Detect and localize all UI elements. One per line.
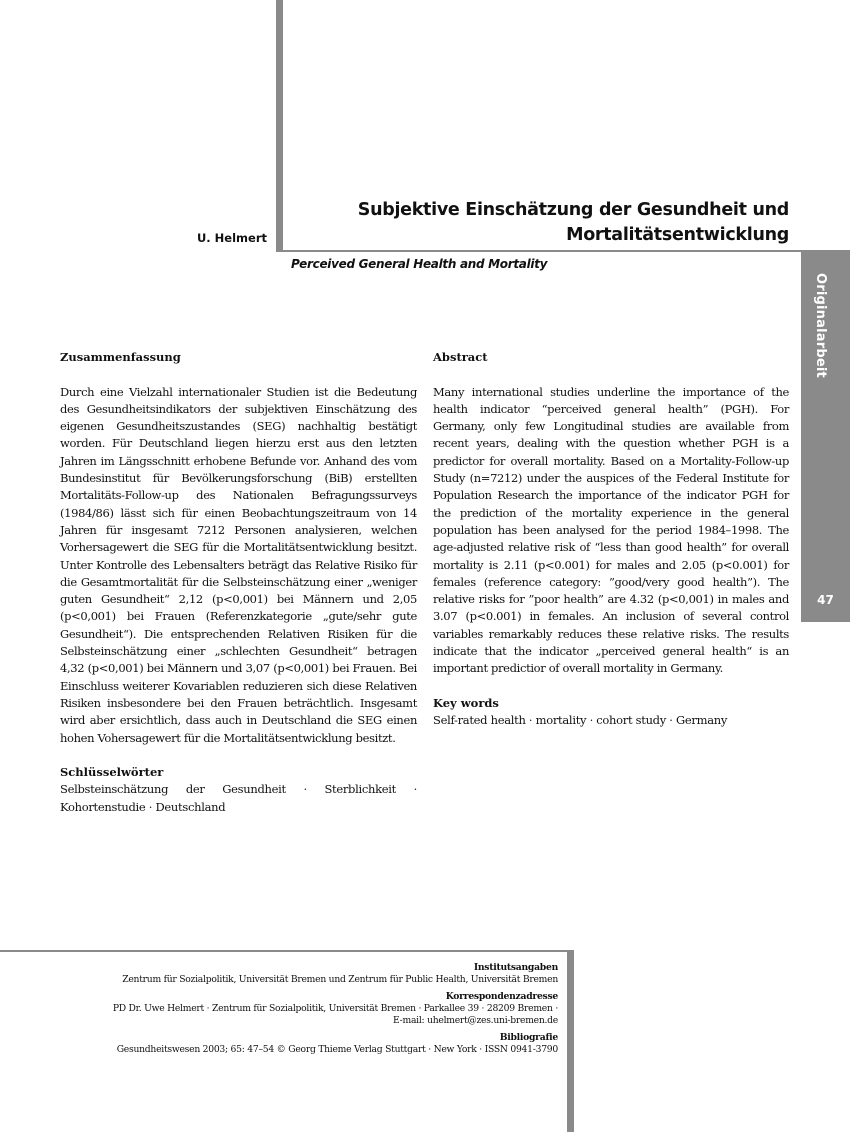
english-title: Perceived General Health and Mortality: [291, 257, 548, 271]
institution-heading: Institutsangaben: [473, 962, 558, 973]
title-horizontal-rule: [276, 250, 850, 252]
title-line-1: Subjektive Einschätzung der Gesundheit und: [357, 200, 789, 220]
page-number: 47: [817, 593, 834, 607]
english-abstract-column: [433, 349, 789, 730]
german-abstract-column: [60, 349, 417, 816]
german-abstract-text: Durch eine Vielzahl internationaler Studien ist die Bedeutung des Gesundheitsindikators der subjektiven Einschätzung des eigenen Gesundheitszustandes (SEG) nachhaltig bestätigt worden. Für Deutschland liegen hierzu erst aus den letzten Jahren im Längsschnitt erhobene Befunde vor. Anhand des vom Bundesinstitut für Bevölkerungsforschung (BiB) erstellten Mortalitäts-Follow-up des Nationalen Befragungssurveys (1984/86) lässt sich für einen Beobachtungszeitraum von 14 Jahren für insgesamt 7212 Personen analysieren, welchen Vorhersagewert die SEG für die Mortalitätsentwicklung besitzt. Unter Kontrolle des Lebensalters beträgt das Relative Risiko für die Gesamtmortalität für die Selbsteinschätzung einer „weniger guten Gesundheit“ 2,12 (p<0,001) bei Männern und 2,05 (p<0,001) bei Frauen (Referenzkategorie „gute/sehr gute Gesundheit“). Die entsprechenden Relativen Risiken für die Selbsteinschätzung einer „schlechten Gesundheit“ betragen 4,32 (p<0,001) bei Männern und 3,07 (p<0,001) bei Frauen. Bei Einschluss weiterer Kovariablen reduzieren sich diese Relativen Risiken insbesondere bei den Frauen beträchtlich. Insgesamt wird aber ersichtlich, dass auch in Deutschland die SEG einen hohen Vohersagewert für die Mortalitätsentwicklung besitzt.: [60, 384, 417, 745]
footer-vertical-rule: [567, 950, 574, 1132]
correspondence-heading: Korrespondenzadresse: [445, 991, 558, 1002]
english-keywords: Self-rated health · mortality · cohort study · Germany: [433, 713, 728, 728]
section-tab-label: Originalarbeit: [813, 273, 828, 378]
german-keywords-heading: Schlüsselwörter: [60, 765, 164, 780]
correspondence-email: E-mail: uhelmert@zes.uni-bremen.de: [393, 1015, 558, 1026]
english-keywords-heading: Key words: [433, 695, 499, 710]
institution-text: Zentrum für Sozialpolitik, Universität Bremen und Zentrum für Public Health, Universität Bremen: [122, 974, 558, 985]
title-line-2: Mortalitätsentwicklung: [566, 225, 789, 245]
section-side-tab: [801, 251, 850, 622]
title-vertical-rule: [276, 0, 283, 251]
bibliography-text: Gesundheitswesen 2003; 65: 47–54 © Georg Thieme Verlag Stuttgart · New York · ISSN 0941-3790: [116, 1044, 558, 1055]
german-abstract-heading: Zusammenfassung: [60, 350, 181, 364]
author-name: U. Helmert: [196, 231, 267, 245]
footer-horizontal-rule: [0, 950, 571, 952]
article-metadata-footer: [60, 962, 558, 1056]
bibliography-heading: Bibliografie: [499, 1032, 558, 1043]
article-title: [300, 198, 789, 248]
english-abstract-text: Many international studies underline the importance of the health indicator “perceived general health” (PGH). For Germany, only few Longitudinal studies are available from recent years, dealing with the question whether PGH is a predictor for overall mortality. Based on a Mortality-Follow-up Study (n=7212) under the auspices of the Federal Institute for Population Research the importance of the indicator PGH for the prediction of the mortality experience in the general population has been analysed for the period 1984–1998. The age-adjusted relative risk of “less than good health” for overall mortality is 2.11 (p<0.001) for males and 2.05 (p<0.001) for females (reference category: ”good/very good health”). The relative risks for ”poor health” are 4.32 (p<0,001) in males and 3.07 (p<0.001) in females. An inclusion of several control variables remarkably reduces these relative risks. The results indicate that the indicator „perceived general health“ is an important predictior of overall mortality in Germany.: [433, 384, 789, 676]
correspondence-address: PD Dr. Uwe Helmert · Zentrum für Sozialpolitik, Universität Bremen · Parkallee 39 · 28209 Bremen ·: [112, 1003, 558, 1014]
german-keywords: Selbsteinschätzung der Gesundheit · Sterblichkeit · Kohortenstudie · Deutschland: [60, 782, 417, 814]
english-abstract-heading: Abstract: [433, 350, 488, 364]
